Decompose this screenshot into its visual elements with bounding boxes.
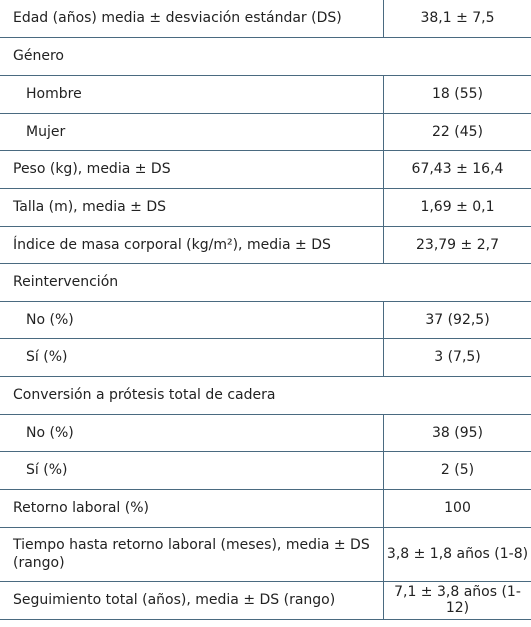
row-value: 2 (5) bbox=[384, 451, 531, 489]
table-row bbox=[0, 0, 531, 37]
row-label: Retorno laboral (%) bbox=[0, 489, 384, 527]
table-row bbox=[0, 451, 531, 489]
row-label: Mujer bbox=[0, 113, 384, 150]
row-label: No (%) bbox=[0, 301, 384, 338]
row-label: Talla (m), media ± DS bbox=[0, 188, 384, 226]
row-label: No (%) bbox=[0, 414, 384, 451]
row-value: 22 (45) bbox=[384, 113, 531, 150]
row-value: 7,1 ± 3,8 años (1-12) bbox=[384, 581, 531, 619]
row-label: Seguimiento total (años), media ± DS (rango) bbox=[0, 581, 384, 619]
table-row bbox=[0, 113, 531, 150]
row-value: 3 (7,5) bbox=[384, 338, 531, 376]
table-row bbox=[0, 150, 531, 188]
row-label: Índice de masa corporal (kg/m²), media ± DS bbox=[0, 226, 384, 263]
row-value: 37 (92,5) bbox=[384, 301, 531, 338]
row-value: 100 bbox=[384, 489, 531, 527]
table-row bbox=[0, 489, 531, 527]
row-value: 1,69 ± 0,1 bbox=[384, 188, 531, 226]
row-label: Peso (kg), media ± DS bbox=[0, 150, 384, 188]
table-row bbox=[0, 301, 531, 338]
row-label: Sí (%) bbox=[0, 451, 384, 489]
section-label: Reintervención bbox=[0, 263, 531, 301]
row-label: Hombre bbox=[0, 75, 384, 113]
table-row bbox=[0, 527, 531, 581]
row-value: 23,79 ± 2,7 bbox=[384, 226, 531, 263]
row-value: 18 (55) bbox=[384, 75, 531, 113]
row-value: 38,1 ± 7,5 bbox=[384, 0, 531, 37]
row-label: Tiempo hasta retorno laboral (meses), media ± DS (rango) bbox=[0, 527, 384, 581]
table-row bbox=[0, 581, 531, 619]
row-label: Sí (%) bbox=[0, 338, 384, 376]
section-row bbox=[0, 37, 531, 75]
table-row bbox=[0, 338, 531, 376]
row-value: 3,8 ± 1,8 años (1-8) bbox=[384, 527, 531, 581]
section-row bbox=[0, 376, 531, 414]
row-value: 67,43 ± 16,4 bbox=[384, 150, 531, 188]
section-row bbox=[0, 263, 531, 301]
table-row bbox=[0, 226, 531, 263]
row-label: Edad (años) media ± desviación estándar (DS) bbox=[0, 0, 384, 37]
table-row bbox=[0, 188, 531, 226]
section-label: Conversión a prótesis total de cadera bbox=[0, 376, 531, 414]
section-label: Género bbox=[0, 37, 531, 75]
table-row bbox=[0, 75, 531, 113]
table-row bbox=[0, 414, 531, 451]
row-value: 38 (95) bbox=[384, 414, 531, 451]
